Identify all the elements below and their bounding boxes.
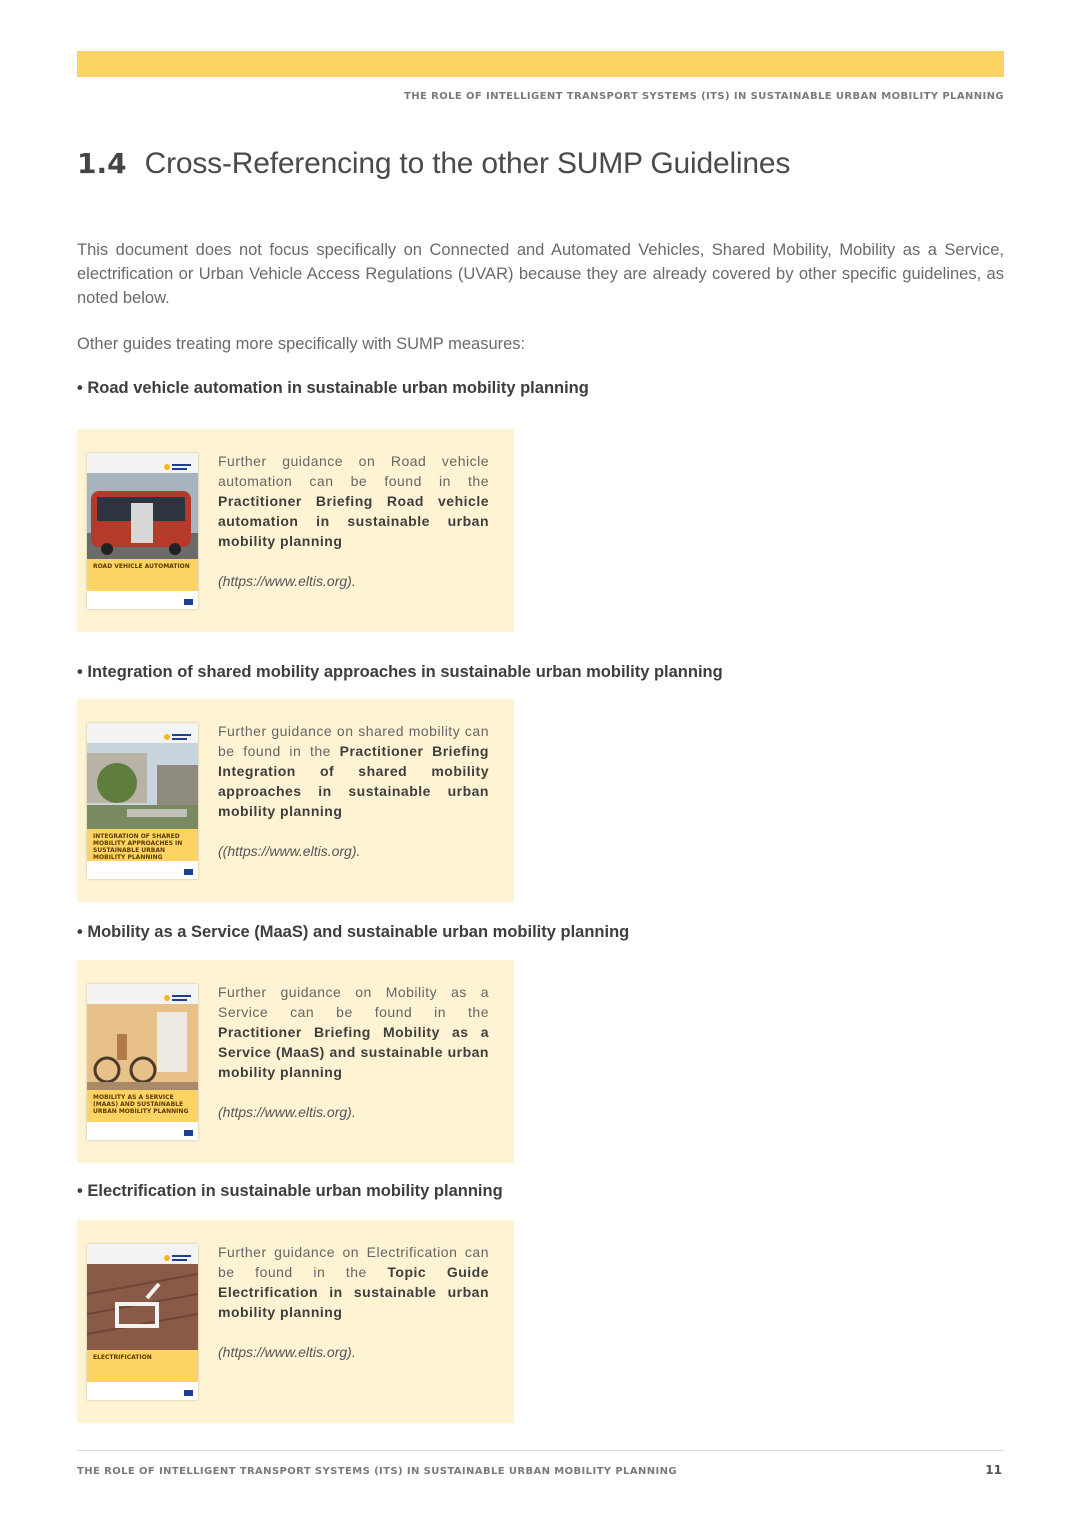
guide-box	[77, 699, 514, 902]
cover-photo	[87, 743, 198, 829]
eu-flag-icon	[184, 869, 193, 875]
guide-box	[77, 1220, 514, 1423]
guide-text: Further guidance on Mobility as a Service can be found in the	[218, 984, 489, 1020]
guide-cover	[87, 1244, 198, 1400]
cover-title: ROAD VEHICLE AUTOMATION	[93, 563, 190, 570]
guide-box	[77, 429, 514, 632]
guide-cover	[87, 453, 198, 609]
cover-title-band	[87, 1350, 198, 1382]
cover-title: ELECTRIFICATION	[93, 1354, 152, 1361]
guide-url[interactable]: (https://www.eltis.org).	[218, 1344, 356, 1360]
section-number: 1.4	[77, 147, 127, 180]
cover-title-band	[87, 1090, 198, 1122]
eu-flag-icon	[184, 599, 193, 605]
page-number: 11	[985, 1463, 1002, 1477]
cover-title-band	[87, 829, 198, 861]
intro-paragraph: This document does not focus specifically on Connected and Automated Vehicles, Shared Mobility, Mobility as a Service, electrification or Urban Vehicle Access Regulations (UVAR) because they are already covered by other specific guidelines, as noted below.	[77, 241, 1004, 307]
lead-text: Other guides treating more specifically with SUMP measures:	[77, 335, 526, 353]
section-title-text: Cross-Referencing to the other SUMP Guidelines	[144, 147, 791, 180]
sump-logo-icon	[164, 728, 192, 738]
guide-text: Further guidance on Electrification can be found in the	[218, 1244, 489, 1280]
guide-url[interactable]: (https://www.eltis.org).	[218, 573, 356, 589]
cover-photo	[87, 473, 198, 559]
guide-url[interactable]: ((https://www.eltis.org).	[218, 843, 361, 859]
cover-title: INTEGRATION OF SHARED MOBILITY APPROACHES IN SUSTAINABLE URBAN MOBILITY PLANNING	[93, 833, 183, 861]
guide-url[interactable]: (https://www.eltis.org).	[218, 1104, 356, 1120]
guide-description	[218, 721, 489, 861]
cover-photo	[87, 1264, 198, 1350]
running-header: THE ROLE OF INTELLIGENT TRANSPORT SYSTEMS (ITS) IN SUSTAINABLE URBAN MOBILITY PLANNING	[404, 91, 1004, 102]
guide-document-title: Topic Guide Electrification in sustainable urban mobility planning	[218, 1264, 489, 1320]
eu-flag-icon	[184, 1130, 193, 1136]
guide-document-title: Practitioner Briefing Mobility as a Service (MaaS) and sustainable urban mobility planning	[218, 1024, 489, 1080]
eu-flag-icon	[184, 1390, 193, 1396]
guide-description	[218, 1242, 489, 1362]
guide-document-title: Practitioner Briefing Integration of shared mobility approaches in sustainable urban mobility planning	[218, 743, 489, 819]
sump-logo-icon	[164, 989, 192, 999]
guide-description	[218, 451, 489, 591]
guide-description	[218, 982, 489, 1122]
running-footer: THE ROLE OF INTELLIGENT TRANSPORT SYSTEMS (ITS) IN SUSTAINABLE URBAN MOBILITY PLANNING	[77, 1466, 677, 1477]
guide-text: Further guidance on shared mobility can be found in the	[218, 723, 489, 759]
sump-logo-icon	[164, 458, 192, 468]
guide-heading: • Road vehicle automation in sustainable urban mobility planning	[77, 379, 589, 397]
guide-heading: • Electrification in sustainable urban mobility planning	[77, 1182, 503, 1200]
guide-heading: • Mobility as a Service (MaaS) and sustainable urban mobility planning	[77, 923, 630, 941]
footer-divider	[77, 1450, 1004, 1451]
guide-cover	[87, 723, 198, 879]
guide-text: Further guidance on Road vehicle automation can be found in the	[218, 453, 489, 489]
cover-photo	[87, 1004, 198, 1090]
guide-cover	[87, 984, 198, 1140]
guide-document-title: Practitioner Briefing Road vehicle automation in sustainable urban mobility planning	[218, 493, 489, 549]
cover-title: MOBILITY AS A SERVICE (MAAS) AND SUSTAINABLE URBAN MOBILITY PLANNING	[93, 1094, 189, 1115]
header-color-band	[77, 51, 1004, 77]
guide-box	[77, 960, 514, 1163]
sump-logo-icon	[164, 1249, 192, 1259]
section-title	[77, 147, 790, 181]
guide-heading: • Integration of shared mobility approaches in sustainable urban mobility planning	[77, 663, 723, 681]
cover-title-band	[87, 559, 198, 591]
